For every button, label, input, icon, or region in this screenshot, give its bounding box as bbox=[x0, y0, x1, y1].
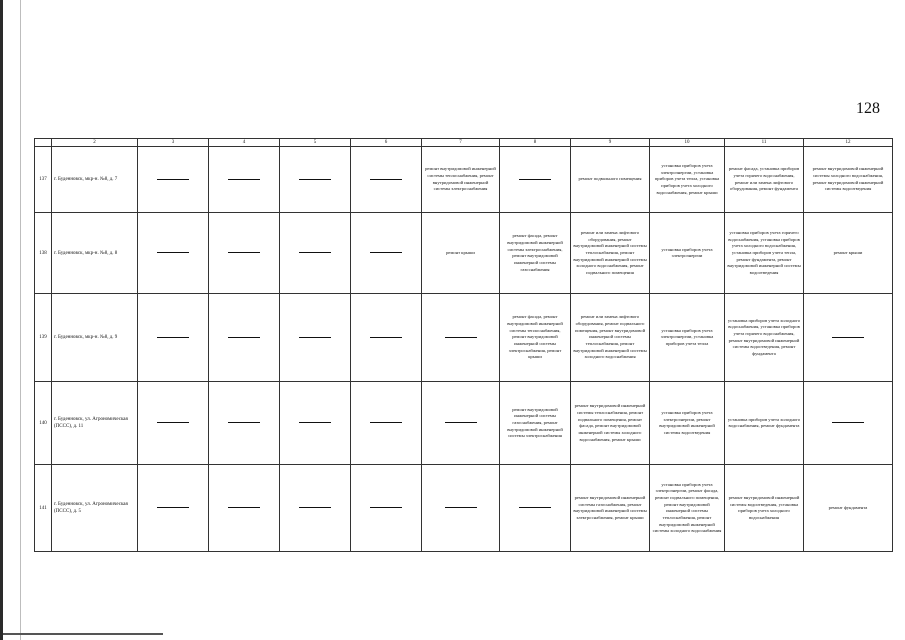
address-cell: г. Буденновск, ул. Агрономическая (ПССС), д. 11 bbox=[52, 382, 138, 465]
dash-mark bbox=[299, 337, 331, 338]
dash-mark bbox=[370, 422, 402, 423]
dash-mark bbox=[445, 422, 477, 423]
empty-cell bbox=[138, 382, 209, 465]
page-number: 128 bbox=[856, 100, 880, 117]
work-cell: ремонт или замена лифтового оборудования, ремонт подвального помещения, ремонт внутридомовой инженерной системы теплоснабжения, ремонт внутридомовой инженерной системы холодного водоснабжения bbox=[571, 294, 650, 382]
empty-cell bbox=[280, 294, 351, 382]
work-cell: установка приборов учета холодного водоснабжения, установка приборов учета горячего водоснабжения, ремонт внутридомовой инженерной системы водоотведения, ремонт фундамента bbox=[725, 294, 804, 382]
empty-cell bbox=[209, 294, 280, 382]
dash-mark bbox=[299, 252, 331, 253]
col-header-11: 11 bbox=[725, 139, 804, 147]
empty-cell bbox=[804, 294, 893, 382]
dash-mark bbox=[157, 507, 189, 508]
address-cell: г. Буденновск, мкр-н. №8, д. 7 bbox=[52, 147, 138, 213]
dash-mark bbox=[228, 422, 260, 423]
empty-cell bbox=[351, 213, 422, 294]
empty-cell bbox=[209, 147, 280, 213]
dash-mark bbox=[157, 337, 189, 338]
dash-mark bbox=[832, 422, 864, 423]
dash-mark bbox=[370, 337, 402, 338]
dash-mark bbox=[299, 179, 331, 180]
row-number: 140 bbox=[35, 382, 52, 465]
table-row bbox=[35, 465, 893, 552]
col-header-8: 8 bbox=[500, 139, 571, 147]
empty-cell bbox=[422, 382, 500, 465]
empty-cell bbox=[280, 213, 351, 294]
row-number: 137 bbox=[35, 147, 52, 213]
dash-mark bbox=[228, 179, 260, 180]
table-row bbox=[35, 382, 893, 465]
empty-cell bbox=[138, 147, 209, 213]
table-row bbox=[35, 294, 893, 382]
empty-cell bbox=[351, 294, 422, 382]
col-header-4: 4 bbox=[209, 139, 280, 147]
empty-cell bbox=[209, 213, 280, 294]
work-cell: ремонт внутридомовой инженерной системы теплоснабжения, ремонт внутридомовой инженерной системы электроснабжения bbox=[422, 147, 500, 213]
empty-cell bbox=[422, 465, 500, 552]
dash-mark bbox=[519, 179, 551, 180]
address-cell: г. Буденновск, мкр-н. №8, д. 8 bbox=[52, 213, 138, 294]
table-row bbox=[35, 147, 893, 213]
work-cell: ремонт фасада, ремонт внутридомовой инженерной системы теплоснабжения, ремонт внутридомовой инженерной системы электроснабжения, ремонт крыши bbox=[500, 294, 571, 382]
work-cell: установка приборов учета горячего водоснабжения, установка приборов учета холодного водоснабжения, установка приборов учета тепла, ремонт фундамента, ремонт внутридомовой инженерной системы водоотведения bbox=[725, 213, 804, 294]
work-cell: ремонт крыши bbox=[422, 213, 500, 294]
work-cell: установка приборов учета электроэнергии, установка приборов учета тепла bbox=[650, 294, 725, 382]
empty-cell bbox=[138, 294, 209, 382]
work-cell: установка приборов учета электроэнергии, ремонт фасада, ремонт подвального помещения, ремонт внутридомовой инженерной системы теплоснабжения, ремонт внутридомовой инженерной системы холодного водоснабжения bbox=[650, 465, 725, 552]
empty-cell bbox=[422, 294, 500, 382]
address-cell: г. Буденновск, мкр-н. №8, д. 9 bbox=[52, 294, 138, 382]
col-header-6: 6 bbox=[351, 139, 422, 147]
dash-mark bbox=[228, 252, 260, 253]
scan-edge-shadow bbox=[0, 0, 3, 640]
work-cell: ремонт внутридомовой инженерной системы холодного водоснабжения, ремонт внутридомовой инженерной системы водоотведения bbox=[804, 147, 893, 213]
repair-schedule-table bbox=[34, 138, 893, 552]
row-number: 138 bbox=[35, 213, 52, 294]
dash-mark bbox=[157, 422, 189, 423]
empty-cell bbox=[280, 147, 351, 213]
dash-mark bbox=[299, 507, 331, 508]
work-cell: ремонт крыши bbox=[804, 213, 893, 294]
col-header-10: 10 bbox=[650, 139, 725, 147]
empty-cell bbox=[500, 147, 571, 213]
dash-mark bbox=[832, 337, 864, 338]
empty-cell bbox=[280, 382, 351, 465]
work-cell: ремонт внутридомовой инженерной системы газоснабжения, ремонт внутридомовой инженерной системы электроснабжения, ремонт крыши bbox=[571, 465, 650, 552]
column-number-row bbox=[35, 139, 893, 147]
col-header-7: 7 bbox=[422, 139, 500, 147]
empty-cell bbox=[280, 465, 351, 552]
empty-cell bbox=[351, 465, 422, 552]
scan-fold-line bbox=[20, 0, 21, 640]
col-header-9: 9 bbox=[571, 139, 650, 147]
col-header-1 bbox=[35, 139, 52, 147]
dash-mark bbox=[370, 252, 402, 253]
empty-cell bbox=[209, 382, 280, 465]
empty-cell bbox=[138, 213, 209, 294]
dash-mark bbox=[445, 507, 477, 508]
dash-mark bbox=[445, 337, 477, 338]
empty-cell bbox=[209, 465, 280, 552]
table-row bbox=[35, 213, 893, 294]
empty-cell bbox=[138, 465, 209, 552]
empty-cell bbox=[500, 465, 571, 552]
empty-cell bbox=[351, 382, 422, 465]
dash-mark bbox=[370, 507, 402, 508]
dash-mark bbox=[519, 507, 551, 508]
work-cell: установка приборов учета электроэнергии, ремонт внутридомовой инженерной системы водоотведения bbox=[650, 382, 725, 465]
col-header-5: 5 bbox=[280, 139, 351, 147]
scan-bottom-artifact bbox=[3, 633, 163, 635]
work-cell: ремонт внутридомовой инженерной системы газоснабжения, ремонт внутридомовой инженерной системы электроснабжения bbox=[500, 382, 571, 465]
empty-cell bbox=[351, 147, 422, 213]
work-cell: установка приборов учета электроэнергии, установка приборов учета тепла, установка приборов учета холодного водоснабжения, ремонт крыши bbox=[650, 147, 725, 213]
empty-cell bbox=[804, 382, 893, 465]
work-cell: ремонт фасада, установка приборов учета горячего водоснабжения, ремонт или замена лифтового оборудования, ремонт фундамента bbox=[725, 147, 804, 213]
row-number: 141 bbox=[35, 465, 52, 552]
dash-mark bbox=[157, 252, 189, 253]
work-cell: установка приборов учета холодного водоснабжения, ремонт фундамента bbox=[725, 382, 804, 465]
work-cell: ремонт фасада, ремонт внутридомовой инженерной системы электроснабжения, ремонт внутридомовой инженерной системы газоснабжения bbox=[500, 213, 571, 294]
work-cell: ремонт фундамента bbox=[804, 465, 893, 552]
work-cell: ремонт внутридомовой инженерной системы теплоснабжения, ремонт подвального помещения, ремонт фасада, ремонт внутридомовой инженерной системы холодного водоснабжения, ремонт крыши bbox=[571, 382, 650, 465]
address-cell: г. Буденновск, ул. Агрономическая (ПССС), д. 5 bbox=[52, 465, 138, 552]
dash-mark bbox=[157, 179, 189, 180]
row-number: 139 bbox=[35, 294, 52, 382]
dash-mark bbox=[299, 422, 331, 423]
dash-mark bbox=[370, 179, 402, 180]
dash-mark bbox=[228, 337, 260, 338]
work-cell: ремонт подвального помещения bbox=[571, 147, 650, 213]
work-cell: ремонт или замена лифтового оборудования, ремонт внутридомовой инженерной системы теплоснабжения, ремонт внутридомовой инженерной системы холодного водоснабжения, ремонт подвального помещения bbox=[571, 213, 650, 294]
col-header-2: 2 bbox=[52, 139, 138, 147]
col-header-3: 3 bbox=[138, 139, 209, 147]
work-cell: ремонт внутридомовой инженерной системы водоотведения, установка приборов учета холодного водоснабжения bbox=[725, 465, 804, 552]
work-cell: установка приборов учета электроэнергии bbox=[650, 213, 725, 294]
col-header-12: 12 bbox=[804, 139, 893, 147]
dash-mark bbox=[228, 507, 260, 508]
